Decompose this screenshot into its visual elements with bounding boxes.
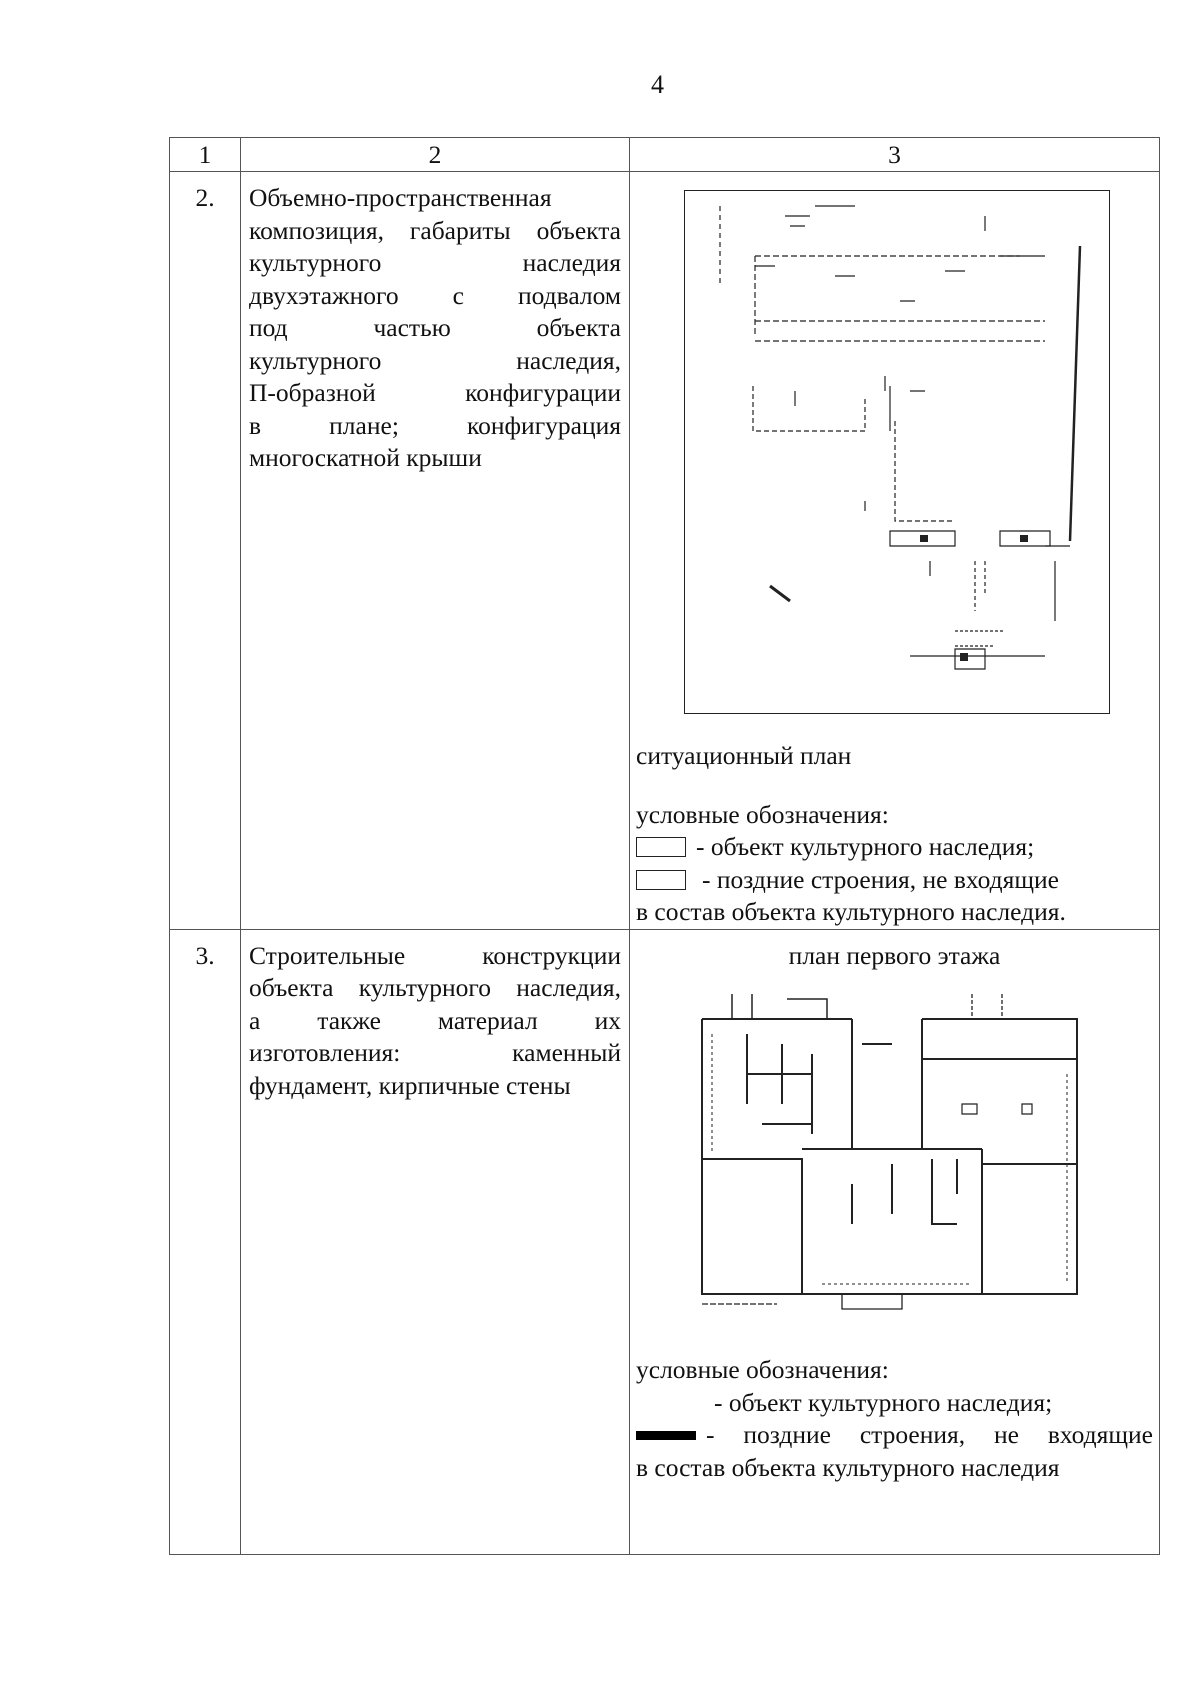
row-description (241, 172, 630, 930)
legend-item-late-buildings (636, 1419, 1153, 1452)
description-line: двухэтажного с подвалом (249, 280, 621, 310)
description-line: Объемно-пространственная (249, 183, 552, 212)
description-line: а также материал их (249, 1005, 621, 1035)
page-number: 4 (651, 70, 664, 99)
column-header-3: 3 (630, 138, 1160, 172)
legend-continuation: в состав объекта культурного наследия (636, 1452, 1060, 1482)
plan-caption: ситуационный план (636, 741, 852, 770)
description-line: многоскатной крыши (249, 443, 482, 472)
description-line: в плане; конфигурация (249, 410, 621, 440)
description-line: изготовления: каменный (249, 1038, 621, 1067)
description-line: культурного наследия, (249, 345, 621, 375)
description-line: П-образной конфигурации (249, 378, 621, 407)
description-line: композиция, габариты объекта (249, 215, 621, 245)
floor-plan-drawing (692, 984, 1092, 1324)
legend-continuation: в состав объекта культурного наследия. (636, 897, 1066, 926)
legend-item-heritage (636, 831, 1153, 864)
legend-item-late-buildings (636, 864, 1153, 897)
legend-item-heritage (636, 1387, 1153, 1420)
description-line: фундамент, кирпичные стены (249, 1070, 571, 1100)
row-number: 3. (170, 929, 241, 1554)
legend-swatch-black (636, 1431, 696, 1440)
legend-title: условные обозначения: (636, 799, 889, 829)
plan-cell (630, 929, 1160, 1554)
situational-plan-drawing (684, 190, 1110, 714)
plan-cell (630, 172, 1160, 930)
row-number: 2. (170, 172, 241, 930)
legend-label: - поздние строения, не входящие (706, 1420, 1153, 1449)
description-line: объекта культурного наследия, (249, 973, 621, 1002)
table-row (170, 929, 1160, 1554)
row-description (241, 929, 630, 1554)
floor-plan-title: план первого этажа (788, 940, 1001, 970)
legend-label: - объект культурного наследия; (714, 1387, 1053, 1417)
legend-swatch-outline (636, 837, 686, 857)
legend-label: - поздние строения, не входящие (702, 864, 1059, 894)
legend-swatch-outline (636, 870, 686, 890)
column-header-2: 2 (241, 138, 630, 172)
description-line: под частью объекта (249, 313, 621, 342)
description-line: культурного наследия (249, 248, 621, 277)
table-header-row (170, 138, 1160, 172)
legend-label: - объект культурного наследия; (696, 832, 1035, 861)
column-header-1: 1 (170, 138, 241, 172)
table-row (170, 172, 1160, 930)
content-table (169, 137, 1160, 1555)
description-line: Строительные конструкции (249, 940, 621, 970)
legend-title: условные обозначения: (636, 1355, 889, 1384)
